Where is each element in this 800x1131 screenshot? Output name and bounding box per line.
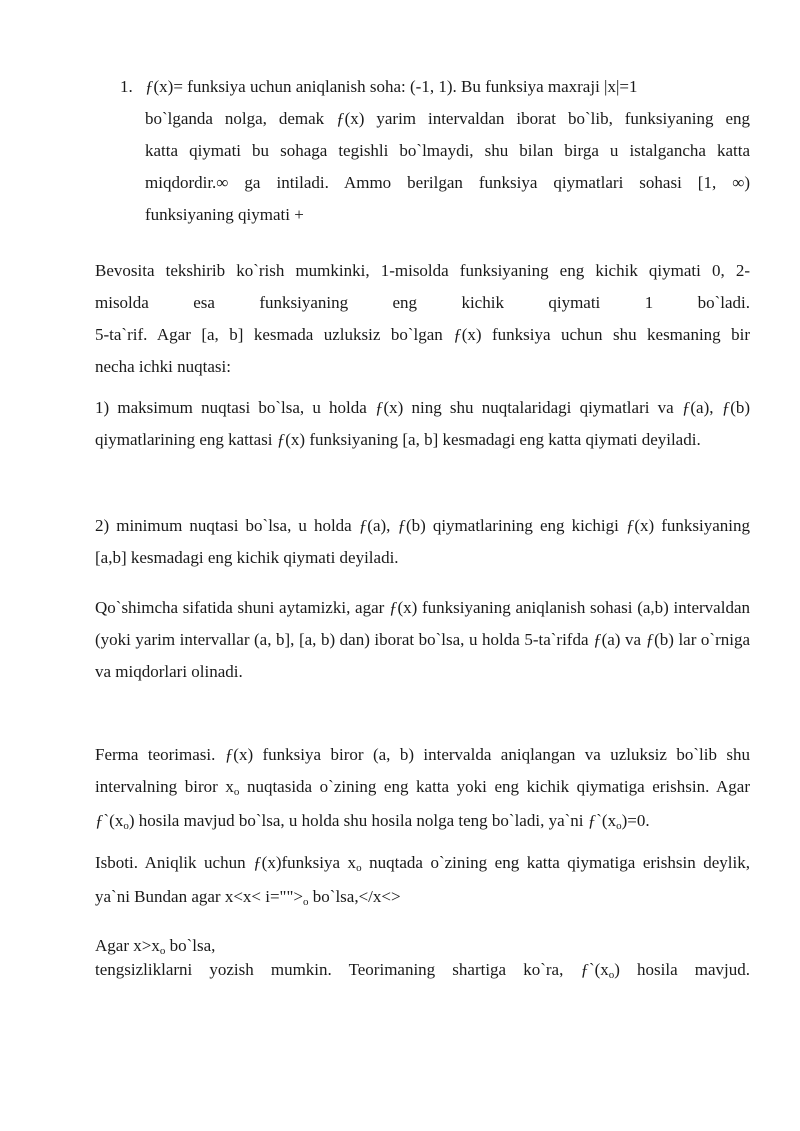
paragraph-maximum: 1) maksimum nuqtasi bo`lsa, u holda ƒ(x) ning shu nuqtalaridagi qiymatlari va ƒ(a), ƒ(b) qiymatlarining eng kattasi ƒ(x) funksiyaning [a, b] kesmadagi eng katta qiymati deyiladi. [95,398,751,449]
text-line: Bevosita tekshirib ko`rish mumkinki, 1-misolda funksiyaning eng kichik qiymati 0, 2- [95,261,750,280]
paragraph-proof-continued: Agar x>xo bo`lsa, tengsizliklarni yozish mumkin. Teorimaning shartiga ko`ra, ƒ`(xo) hosila mavjud. [95,936,750,981]
text-line-spread: misolda esa funksiyaning eng kichik qiymati 1 bo`ladi. [95,293,750,312]
paragraph-proof: Isboti. Aniqlik uchun ƒ(x)funksiya xo nuqtada o`zining eng katta qiymatiga erishsin deylik, ya`ni Bundan agar x<x< i="">o bo`lsa,</x<> [95,853,750,908]
list-line: miqdordir.∞ ga intiladi. Ammo berilgan funksiya qiymatlari sohasi [1, ∞) [145,173,750,192]
list-line: ƒ(x)= funksiya uchun aniqlanish soha: (-1, 1). Bu funksiya maxraji |x|=1 [145,77,638,96]
paragraph-additional: Qo`shimcha sifatida shuni aytamizki, agar ƒ(x) funksiyaning aniqlanish sohasi (a,b) intervaldan (yoki yarim intervallar (a, b], [a, b) dan) iborat bo`lsa, u holda 5-ta`rifda ƒ(a) va ƒ(b) lar o`rniga va miqdorlari olinadi. [95,598,751,681]
list-line: bo`lganda nolga, demak ƒ(x) yarim intervaldan iborat bo`lib, funksiyaning eng [145,109,750,128]
list-item-1 [120,71,750,231]
paragraph-fermat-theorem: Ferma teorimasi. ƒ(x) funksiya biror (a, b) intervalda aniqlangan va uzluksiz bo`lib shu intervalning biror xo nuqtasida o`zining eng katta yoki eng kichik qiymatiga erishsin. Agar ƒ`(xo) hosila mavjud bo`lsa, u holda shu hosila nolga teng bo`ladi, ya`ni ƒ`(xo)=0. [95,745,750,832]
list-number: 1. [120,77,133,96]
text-line: 5-ta`rif. Agar [a, b] kesmada uzluksiz bo`lgan ƒ(x) funksiya uchun shu kesmaning bir [95,325,750,344]
list-line: funksiyaning qiymati + [145,205,304,224]
list-item-text [145,71,750,231]
list-line: katta qiymati bu sohaga tegishli bo`lmaydi, shu bilan birga u istalgancha katta [145,141,750,160]
paragraph-minimum: 2) minimum nuqtasi bo`lsa, u holda ƒ(a), ƒ(b) qiymatlarining eng kichigi ƒ(x) funksiyaning [a,b] kesmadagi eng kichik qiymati deyiladi. [95,516,750,567]
paragraph-definition [95,255,750,383]
text-line: necha ichki nuqtasi: [95,357,231,376]
